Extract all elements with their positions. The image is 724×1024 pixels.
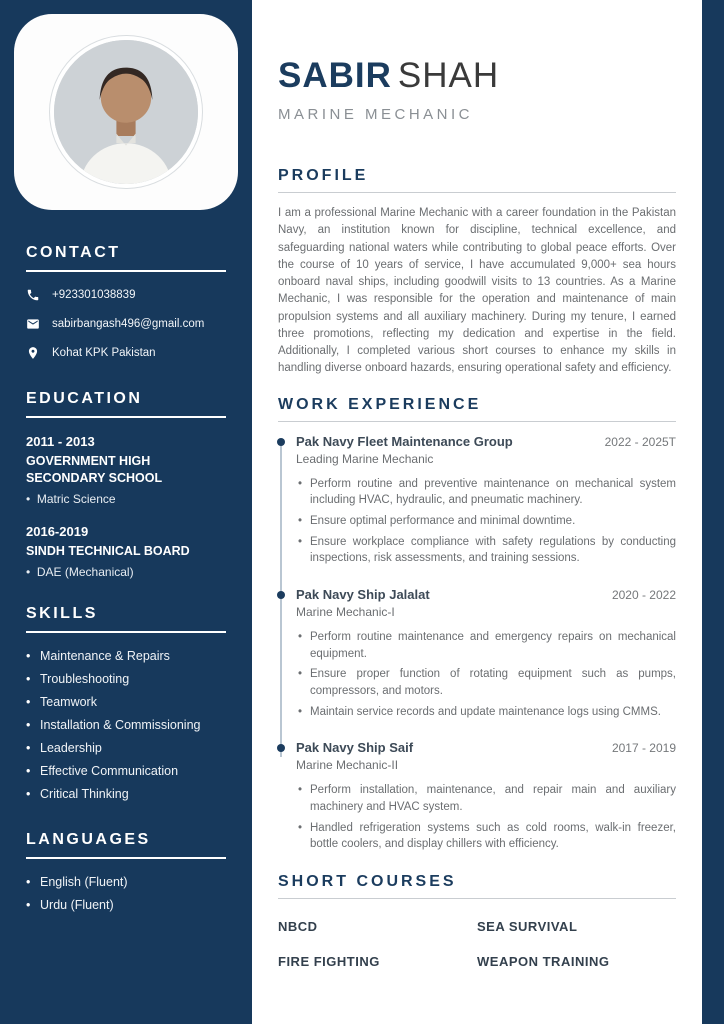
courses-heading: SHORT COURSES bbox=[278, 873, 676, 899]
education-detail: • Matric Science bbox=[26, 492, 226, 506]
job-dates: 2022 - 2025T bbox=[604, 434, 676, 449]
skills-section bbox=[0, 605, 252, 801]
job-bullets bbox=[296, 782, 676, 853]
job-dates: 2020 - 2022 bbox=[611, 587, 676, 602]
language-item: • Urdu (Fluent) bbox=[26, 898, 226, 912]
location-text: Kohat KPK Pakistan bbox=[52, 347, 156, 359]
profile-section bbox=[278, 167, 676, 378]
skill-item: • Installation & Commissioning bbox=[26, 718, 226, 732]
sidebar bbox=[0, 0, 252, 1024]
name-header bbox=[278, 56, 676, 123]
job-bullet: • Maintain service records and update maintenance logs using CMMS. bbox=[296, 704, 676, 721]
contact-heading: CONTACT bbox=[26, 244, 226, 272]
right-edge-strip bbox=[702, 0, 724, 1024]
skill-item: • Teamwork bbox=[26, 695, 226, 709]
job-bullets bbox=[296, 629, 676, 720]
profile-photo bbox=[50, 36, 202, 188]
person-portrait-image bbox=[54, 40, 198, 184]
profile-text: I am a professional Marine Mechanic with a career foundation in the Pakistan Navy, an institution known for discipline, technical excellence, and safeguarding national waters while contributing to global peace efforts. Over the course of 10 years of service, I have accumulated 9,000+ sea hours onboard naval ships, including goodwill visits to 13 countries. As a Marine Mechanic, I was responsible for the operation and maintenance of main propulsion systems and all auxiliary machinery. During my tenure, I earned three promotions, reflecting my dedication and expertise in the field. Additionally, I completed various short courses to enhance my skills in handling diverse onboard hazards, ensuring operational safety and efficiency. bbox=[278, 207, 676, 375]
job-entry bbox=[296, 740, 676, 853]
contact-item-phone bbox=[26, 288, 226, 302]
job-bullet: • Perform installation, maintenance, and repair main and auxiliary machinery and HVAC system. bbox=[296, 782, 676, 815]
job-title: MARINE MECHANIC bbox=[278, 106, 474, 123]
languages-heading: LANGUAGES bbox=[26, 831, 226, 859]
courses-grid bbox=[278, 911, 676, 969]
job-company: Pak Navy Fleet Maintenance Group bbox=[296, 433, 513, 449]
last-name: SHAH bbox=[397, 56, 500, 95]
contact-item-email bbox=[26, 317, 226, 331]
contact-item-location bbox=[26, 346, 226, 360]
experience-section bbox=[278, 396, 676, 853]
education-section bbox=[0, 390, 252, 579]
skills-list bbox=[26, 649, 226, 801]
education-years: 2016-2019 bbox=[26, 523, 89, 539]
profile-heading: PROFILE bbox=[278, 167, 676, 193]
course-item: NBCD bbox=[278, 918, 318, 934]
skill-item: • Leadership bbox=[26, 741, 226, 755]
education-entry bbox=[26, 524, 226, 579]
education-detail: • DAE (Mechanical) bbox=[26, 565, 226, 579]
job-role: Marine Mechanic-II bbox=[296, 758, 399, 773]
job-header bbox=[296, 587, 676, 602]
phone-number: +923301038839 bbox=[52, 289, 136, 301]
skill-item: • Maintenance & Repairs bbox=[26, 649, 226, 663]
job-bullet: • Handled refrigeration systems such as cold rooms, walk-in freezer, bottle coolers, and display chillers with efficiency. bbox=[296, 820, 676, 853]
job-entry bbox=[296, 434, 676, 567]
job-header bbox=[296, 434, 676, 449]
job-dates: 2017 - 2019 bbox=[611, 741, 676, 756]
job-entry bbox=[296, 587, 676, 720]
job-bullet: • Perform routine maintenance and emergency repairs on mechanical equipment. bbox=[296, 629, 676, 662]
skill-item: • Effective Communication bbox=[26, 764, 226, 778]
job-bullet: • Ensure optimal performance and minimal downtime. bbox=[296, 513, 676, 530]
language-item: • English (Fluent) bbox=[26, 875, 226, 889]
job-header bbox=[296, 740, 676, 755]
courses-section bbox=[278, 873, 676, 969]
main-content bbox=[252, 0, 702, 1024]
education-heading: EDUCATION bbox=[26, 390, 226, 418]
email-icon bbox=[26, 317, 40, 331]
languages-list bbox=[26, 875, 226, 912]
course-item: FIRE FIGHTING bbox=[278, 953, 380, 969]
photo-card bbox=[14, 14, 238, 210]
education-school: GOVERNMENT HIGH SECONDARY SCHOOL bbox=[26, 454, 163, 485]
course-item: SEA SURVIVAL bbox=[477, 918, 578, 934]
job-bullet: • Ensure proper function of rotating equipment such as pumps, compressors, and motors. bbox=[296, 666, 676, 699]
location-icon bbox=[26, 346, 40, 360]
job-company: Pak Navy Ship Jalalat bbox=[296, 586, 430, 602]
job-bullets bbox=[296, 476, 676, 567]
email-address: sabirbangash496@gmail.com bbox=[52, 318, 205, 330]
first-name: SABIR bbox=[278, 56, 392, 95]
phone-icon bbox=[26, 288, 40, 302]
course-item: WEAPON TRAINING bbox=[477, 953, 610, 969]
experience-heading: WORK EXPERIENCE bbox=[278, 396, 676, 422]
skill-item: • Critical Thinking bbox=[26, 787, 226, 801]
contact-section bbox=[0, 244, 252, 360]
education-school: SINDH TECHNICAL BOARD bbox=[26, 543, 190, 558]
languages-section bbox=[0, 831, 252, 912]
person-name bbox=[278, 56, 676, 96]
education-entry bbox=[26, 434, 226, 506]
job-role: Leading Marine Mechanic bbox=[296, 451, 434, 466]
education-years: 2011 - 2013 bbox=[26, 434, 95, 449]
job-bullet: • Perform routine and preventive maintenance on mechanical system including HVAC, hydraulic, and pneumatic machinery. bbox=[296, 476, 676, 509]
job-role: Marine Mechanic-I bbox=[296, 604, 395, 619]
job-company: Pak Navy Ship Saif bbox=[296, 740, 414, 756]
experience-timeline bbox=[278, 434, 676, 853]
skill-item: • Troubleshooting bbox=[26, 672, 226, 686]
skills-heading: SKILLS bbox=[26, 605, 226, 633]
job-bullet: • Ensure workplace compliance with safety regulations by conducting inspections, risk assessments, and training sessions. bbox=[296, 534, 676, 567]
